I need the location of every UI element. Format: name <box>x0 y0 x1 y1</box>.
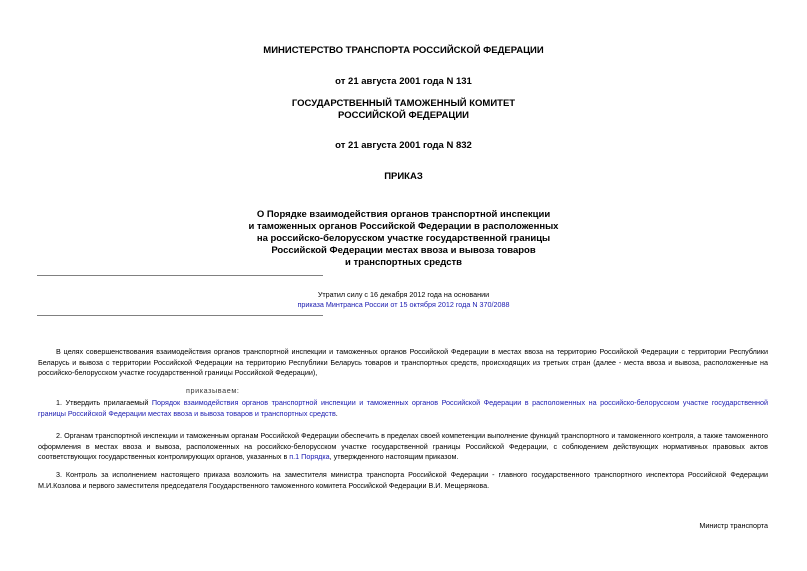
title-line-3: на российско-белорусском участке государственной границы <box>256 233 551 244</box>
order-date-2: от 21 августа 2001 года N 832 <box>335 140 472 151</box>
customs-committee-heading <box>0 98 807 122</box>
title-line-2: и таможенных органов Российской Федерации в расположенных <box>248 221 559 232</box>
prikazyvaem-label: приказываем: <box>186 386 240 395</box>
divider-bottom <box>37 315 323 316</box>
paragraph-2-suffix: , утвержденного настоящим приказом. <box>329 452 459 461</box>
paragraph-3: 3. Контроль за исполнением настоящего приказа возложить на заместителя министра транспорта Российской Федерации - главного государственного транспортного инспектора Российской Федерации М.И.Козлова и первого заместителя председателя Государственного таможенного комитета Российской Федерации В.И. Мещерякова. <box>38 470 768 490</box>
document-type-heading: ПРИКАЗ <box>384 171 423 182</box>
procedure-clause-link[interactable]: п.1 Порядка <box>289 452 330 461</box>
lost-force-link[interactable]: приказа Минтранса России от 15 октября 2012 года N 370/2088 <box>297 300 510 309</box>
signature-label: Министр транспорта <box>699 521 768 530</box>
paragraph-1-prefix: 1. Утвердить прилагаемый <box>56 398 152 407</box>
divider-top <box>37 275 323 276</box>
procedure-link[interactable]: Порядок взаимодействия органов транспортной инспекции и таможенных органов Российской Федерации в расположенных на российско-белорусском участке государственной границы Российской Федерации местах ввоза и вывоза товаров и транспортных средств <box>38 398 768 418</box>
title-line-5: и транспортных средств <box>345 257 462 268</box>
document-title <box>0 209 807 269</box>
ministry-heading: МИНИСТЕРСТВО ТРАНСПОРТА РОССИЙСКОЙ ФЕДЕРАЦИИ <box>263 45 544 56</box>
customs-committee-line-2: РОССИЙСКОЙ ФЕДЕРАЦИИ <box>337 110 469 121</box>
paragraph-1 <box>38 398 768 419</box>
title-line-1: О Порядке взаимодействия органов транспортной инспекции <box>256 209 551 220</box>
paragraph-2-prefix: 2. Органам транспортной инспекции и таможенным органам Российской Федерации обеспечить в пределах своей компетенции выполнение функций транспортного и таможенного контроля, а также таможенного оформления в местах ввоза и вывоза, расположенных на российско-белорусском участке государственной границы Российской Федерации, с соблюдением действующих нормативных правовых актов соответствующих государственных контролирующих органов, указанных в <box>38 431 768 461</box>
order-date-1: от 21 августа 2001 года N 131 <box>335 76 472 87</box>
preamble-paragraph: В целях совершенствования взаимодействия органов транспортной инспекции и таможенных органов Российской Федерации в местах ввоза на территорию Российской Федерации с территории Республики Беларусь и вывоза с территории Российской Федерации на территорию Республики Беларусь товаров и транспортных средств, происходящих из третьих стран (далее - места ввоза и вывоза, расположенные на российско-белорусском участке государственной границы Российской Федерации), <box>38 347 768 377</box>
paragraph-1-suffix: . <box>335 408 338 418</box>
lost-force-notice: Утратил силу с 16 декабря 2012 года на основании <box>317 290 490 299</box>
customs-committee-line-1: ГОСУДАРСТВЕННЫЙ ТАМОЖЕННЫЙ КОМИТЕТ <box>291 98 516 109</box>
title-line-4: Российской Федерации местах ввоза и вывоза товаров <box>271 245 536 256</box>
paragraph-2 <box>38 431 768 463</box>
